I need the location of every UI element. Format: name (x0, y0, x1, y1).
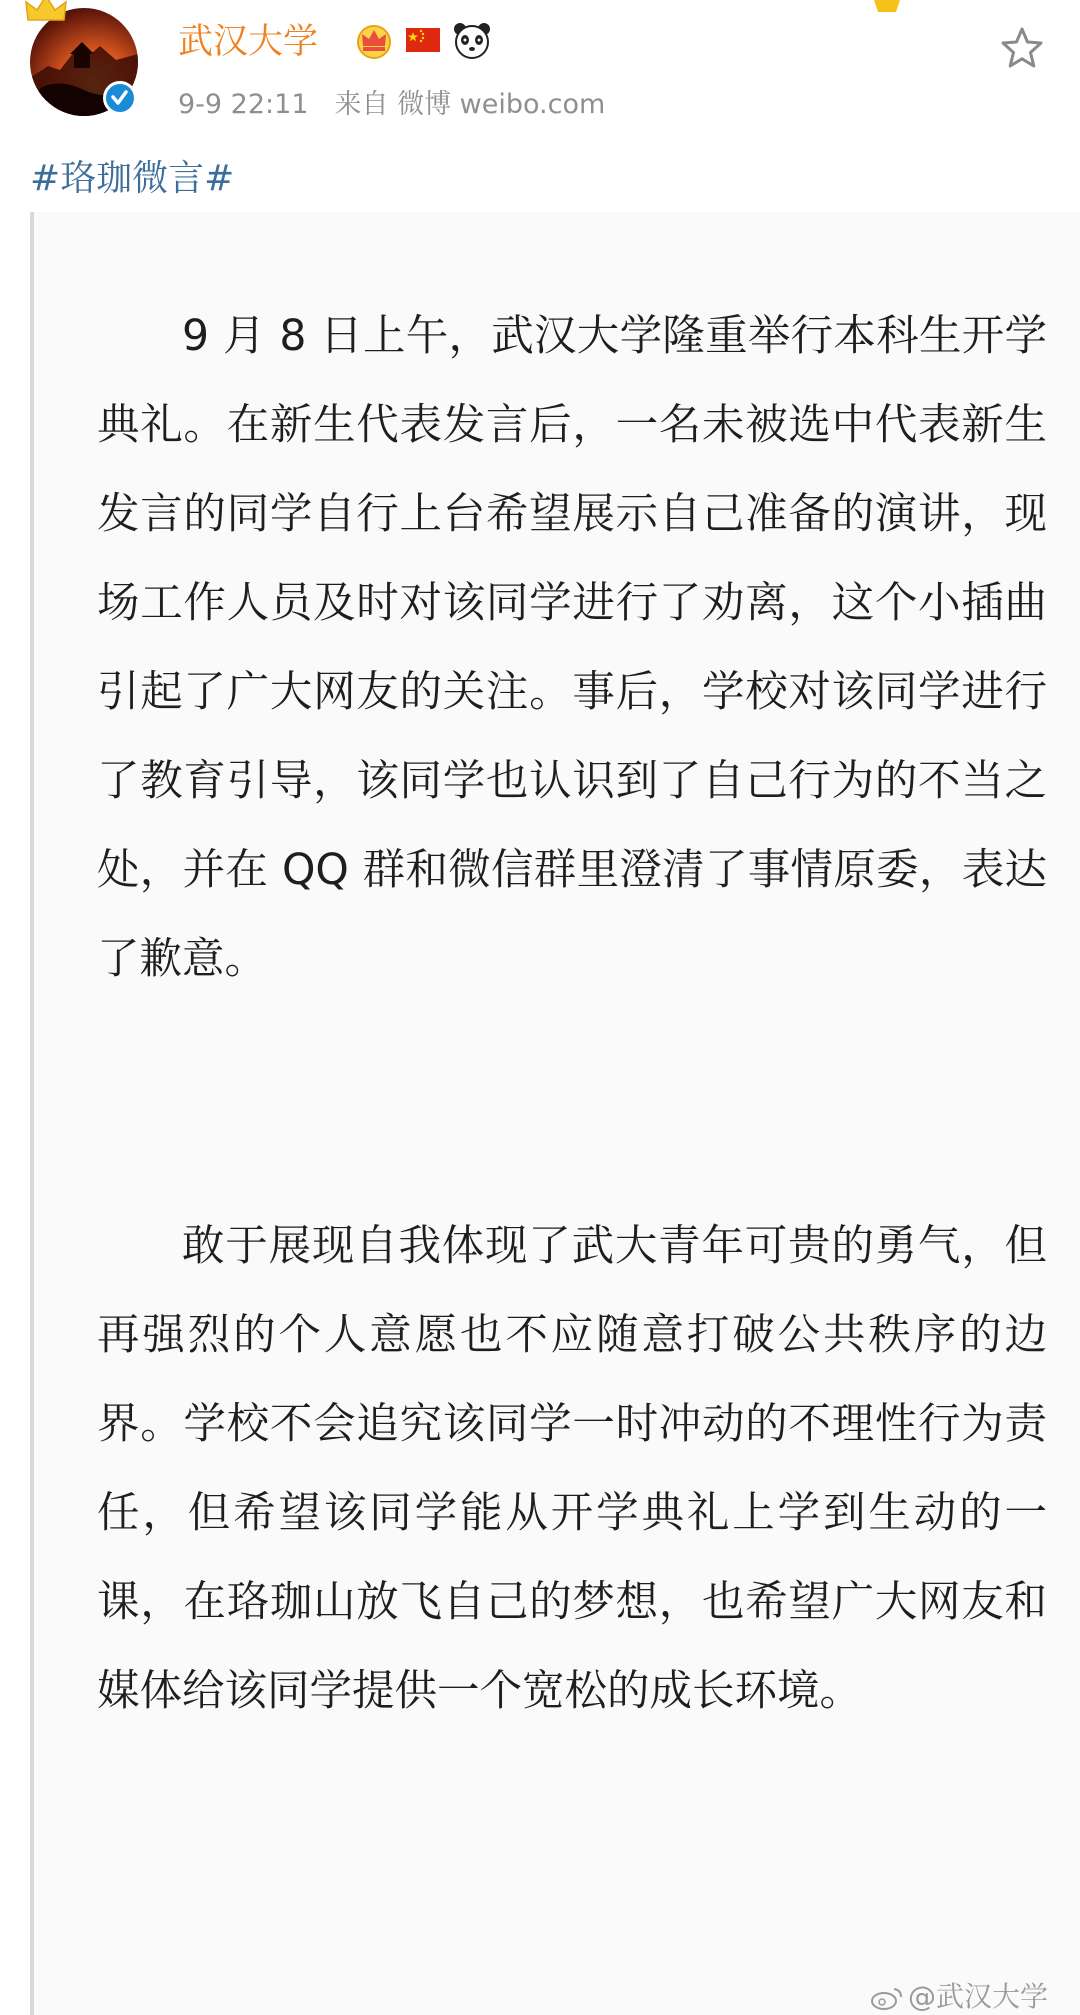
hashtag-link[interactable]: #珞珈微言# (30, 158, 235, 199)
post-time[interactable]: 9-9 22:11 (178, 89, 309, 120)
weibo-watermark (870, 1975, 1048, 2015)
vip-crown-icon[interactable] (355, 20, 393, 60)
author-name[interactable]: 武汉大学 (178, 22, 319, 62)
watermark-text: @武汉大学 (908, 1980, 1049, 2013)
decoration-icon (872, 0, 902, 18)
post-source[interactable]: 来自 微博 weibo.com (334, 89, 606, 120)
star-icon[interactable] (998, 24, 1046, 72)
panda-icon[interactable] (452, 20, 492, 60)
article-paragraph: 9 月 8 日上午，武汉大学隆重举行本科生开学典礼。在新生代表发言后，一名未被选中代表新生发言的同学自行上台希望展示自己准备的演讲，现场工作人员及时对该同学进行了劝离，这个小插曲引起了广大网友的关注。事后，学校对该同学进行了教育引导，该同学也认识到了自己行为的不当之处，并在 QQ 群和微信群里澄清了事情原委，表达了歉意。 (97, 312, 1047, 984)
china-flag-icon[interactable] (405, 20, 441, 60)
crown-icon (24, 0, 68, 24)
article-image (30, 212, 1080, 2015)
article-paragraph: 敢于展现自我体现了武大青年可贵的勇气，但再强烈的个人意愿也不应随意打破公共秩序的边界。学校不会追究该同学一时冲动的不理性行为责任，但希望该同学能从开学典礼上学到生动的一课，在珞珈山放飞自己的梦想，也希望广大网友和媒体给该同学提供一个宽松的成长环境。 (97, 1222, 1047, 1716)
weibo-logo-icon (870, 1985, 904, 2011)
verified-icon (103, 81, 137, 115)
post-meta (178, 82, 631, 121)
post-header (0, 0, 1080, 150)
